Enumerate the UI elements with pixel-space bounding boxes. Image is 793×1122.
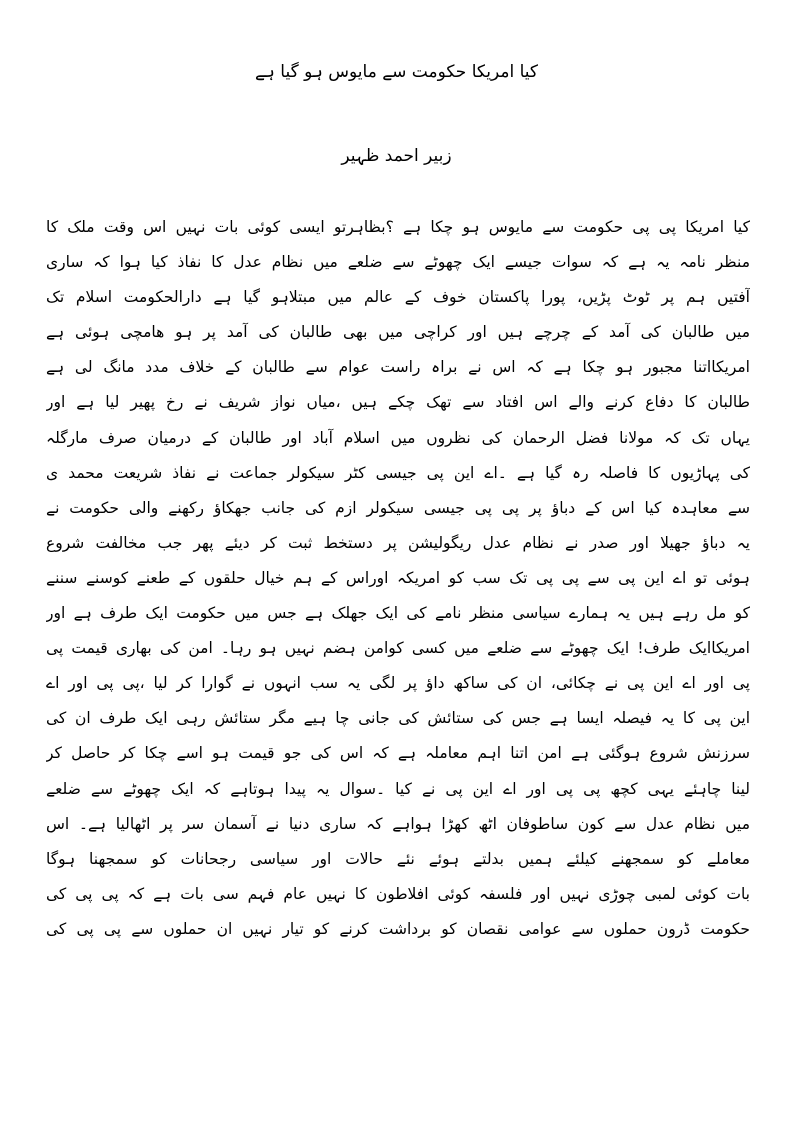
- body-line: ہوئی تو اے این پی سے پی پی تک سب کو امریکہ اوراس کے ہم خیال حلقوں کے طعنے کوسنے سننے: [46, 568, 750, 587]
- body-line: سے معاہدہ کیا اس کے دباؤ پر پی پی جیسی سیکولر ازم کی جانب جھکاؤ رکھنے والی حکومت نے: [46, 498, 750, 517]
- article-title: کیا امریکا حکومت سے مایوس ہو گیا ہے: [254, 62, 539, 82]
- body-line: امریکااتنا مجبور ہو چکا ہے کہ اس نے براہ راست عوام سے طالبان کے خلاف مدد مانگ لی ہے: [46, 358, 750, 377]
- body-line: امریکاایک طرف! ایک چھوٹے سے ضلعے میں کسی کوامن ہضم نہیں ہو رہا۔ امن کی بھاری قیمت پی: [46, 639, 750, 658]
- body-line: طالبان کا دفاع کرنے والے اس افتاد سے تھک چکے ہیں ،میاں نواز شریف نے رخ پھیر لیا ہے اور: [46, 393, 750, 412]
- body-line: کی پہاڑیوں کا فاصلہ رہ گیا ہے ۔اے این پی جیسی کٹر سیکولر جماعت نے نفاذ شریعت محمد ی: [46, 463, 750, 482]
- body-line: بات کوئی لمبی چوڑی نہیں اور فلسفہ کوئی افلاطون کا نہیں عام فہم سی بات ہے کہ پی پی کی: [46, 884, 750, 903]
- body-line: آفتیں ہم پر ٹوٹ پڑیں، پورا پاکستان خوف کے عالم میں مبتلاہو گیا ہے دارالحکومت اسلام تک: [46, 288, 750, 307]
- body-line: پی اور اے این پی نے چکائی، ان کی ساکھ داؤ پر لگی یہ سب انہوں نے گوارا کر لیا ،پی پی اور اے: [46, 674, 750, 693]
- author-name: زبیر احمد ظہیر: [341, 146, 452, 166]
- body-line: کو مل رہے ہیں یہ ہمارے سیاسی منظر نامے کی ایک جھلک ہے جس میں حکومت ایک طرف ہے اور: [46, 604, 750, 623]
- body-line: لینا چاہئے یہی کچھ پی پی اور اے این پی نے کیا ۔سوال یہ پیدا ہوتاہے کہ ایک چھوٹے سے ضلعے: [46, 779, 750, 798]
- body-line: حکومت ڈرون حملوں سے عوامی نقصان کو برداشت کرنے کو تیار نہیں ان حملوں سے پی پی کی: [46, 919, 750, 938]
- body-line: سرزنش شروع ہوگئی ہے امن اتنا اہم معاملہ ہے کہ اس کی جو قیمت ہو اسے چکا کر حاصل کر: [46, 744, 750, 763]
- article-body: [46, 210, 750, 947]
- body-line: یہاں تک کہ مولانا فضل الرحمان کی نظروں میں اسلام آباد اور طالبان کے درمیان صرف مارگلہ: [46, 428, 750, 447]
- body-line: منظر نامہ یہ ہے کہ سوات جیسے ایک چھوٹے سے ضلعے میں نظام عدل کا نفاذ کیا ہوا کہ ساری: [46, 253, 750, 272]
- body-line: میں نظام عدل سے کون ساطوفان اٹھ کھڑا ہواہے کہ ساری دنیا نے آسمان سر پر اٹھالیا ہے۔ اس: [46, 814, 750, 833]
- body-line: یہ دباؤ جھیلا اور صدر نے نظام عدل ریگولیشن پر دستخط ثبت کر دیئے پھر جب مخالفت شروع: [46, 533, 750, 552]
- body-line: معاملے کو سمجھنے کیلئے ہمیں بدلتے ہوئے نئے حالات اور سیاسی رجحانات کو سمجھنا ہوگا: [46, 849, 750, 868]
- body-line: کیا امریکا پی پی حکومت سے مایوس ہو چکا ہے ؟بظاہرتو ایسی کوئی بات نہیں اس وقت ملک کا: [46, 218, 750, 236]
- body-line: میں طالبان کی آمد کے چرچے ہیں اور کراچی میں بھی طالبان کی آمد پر ہو ھامچی ہوئی ہے: [46, 323, 750, 342]
- body-line: این پی کا یہ فیصلہ ایسا ہے جس کی ستائش کی جانی چا ہیے مگر ستائش رہی ایک طرف ان کی: [46, 709, 750, 728]
